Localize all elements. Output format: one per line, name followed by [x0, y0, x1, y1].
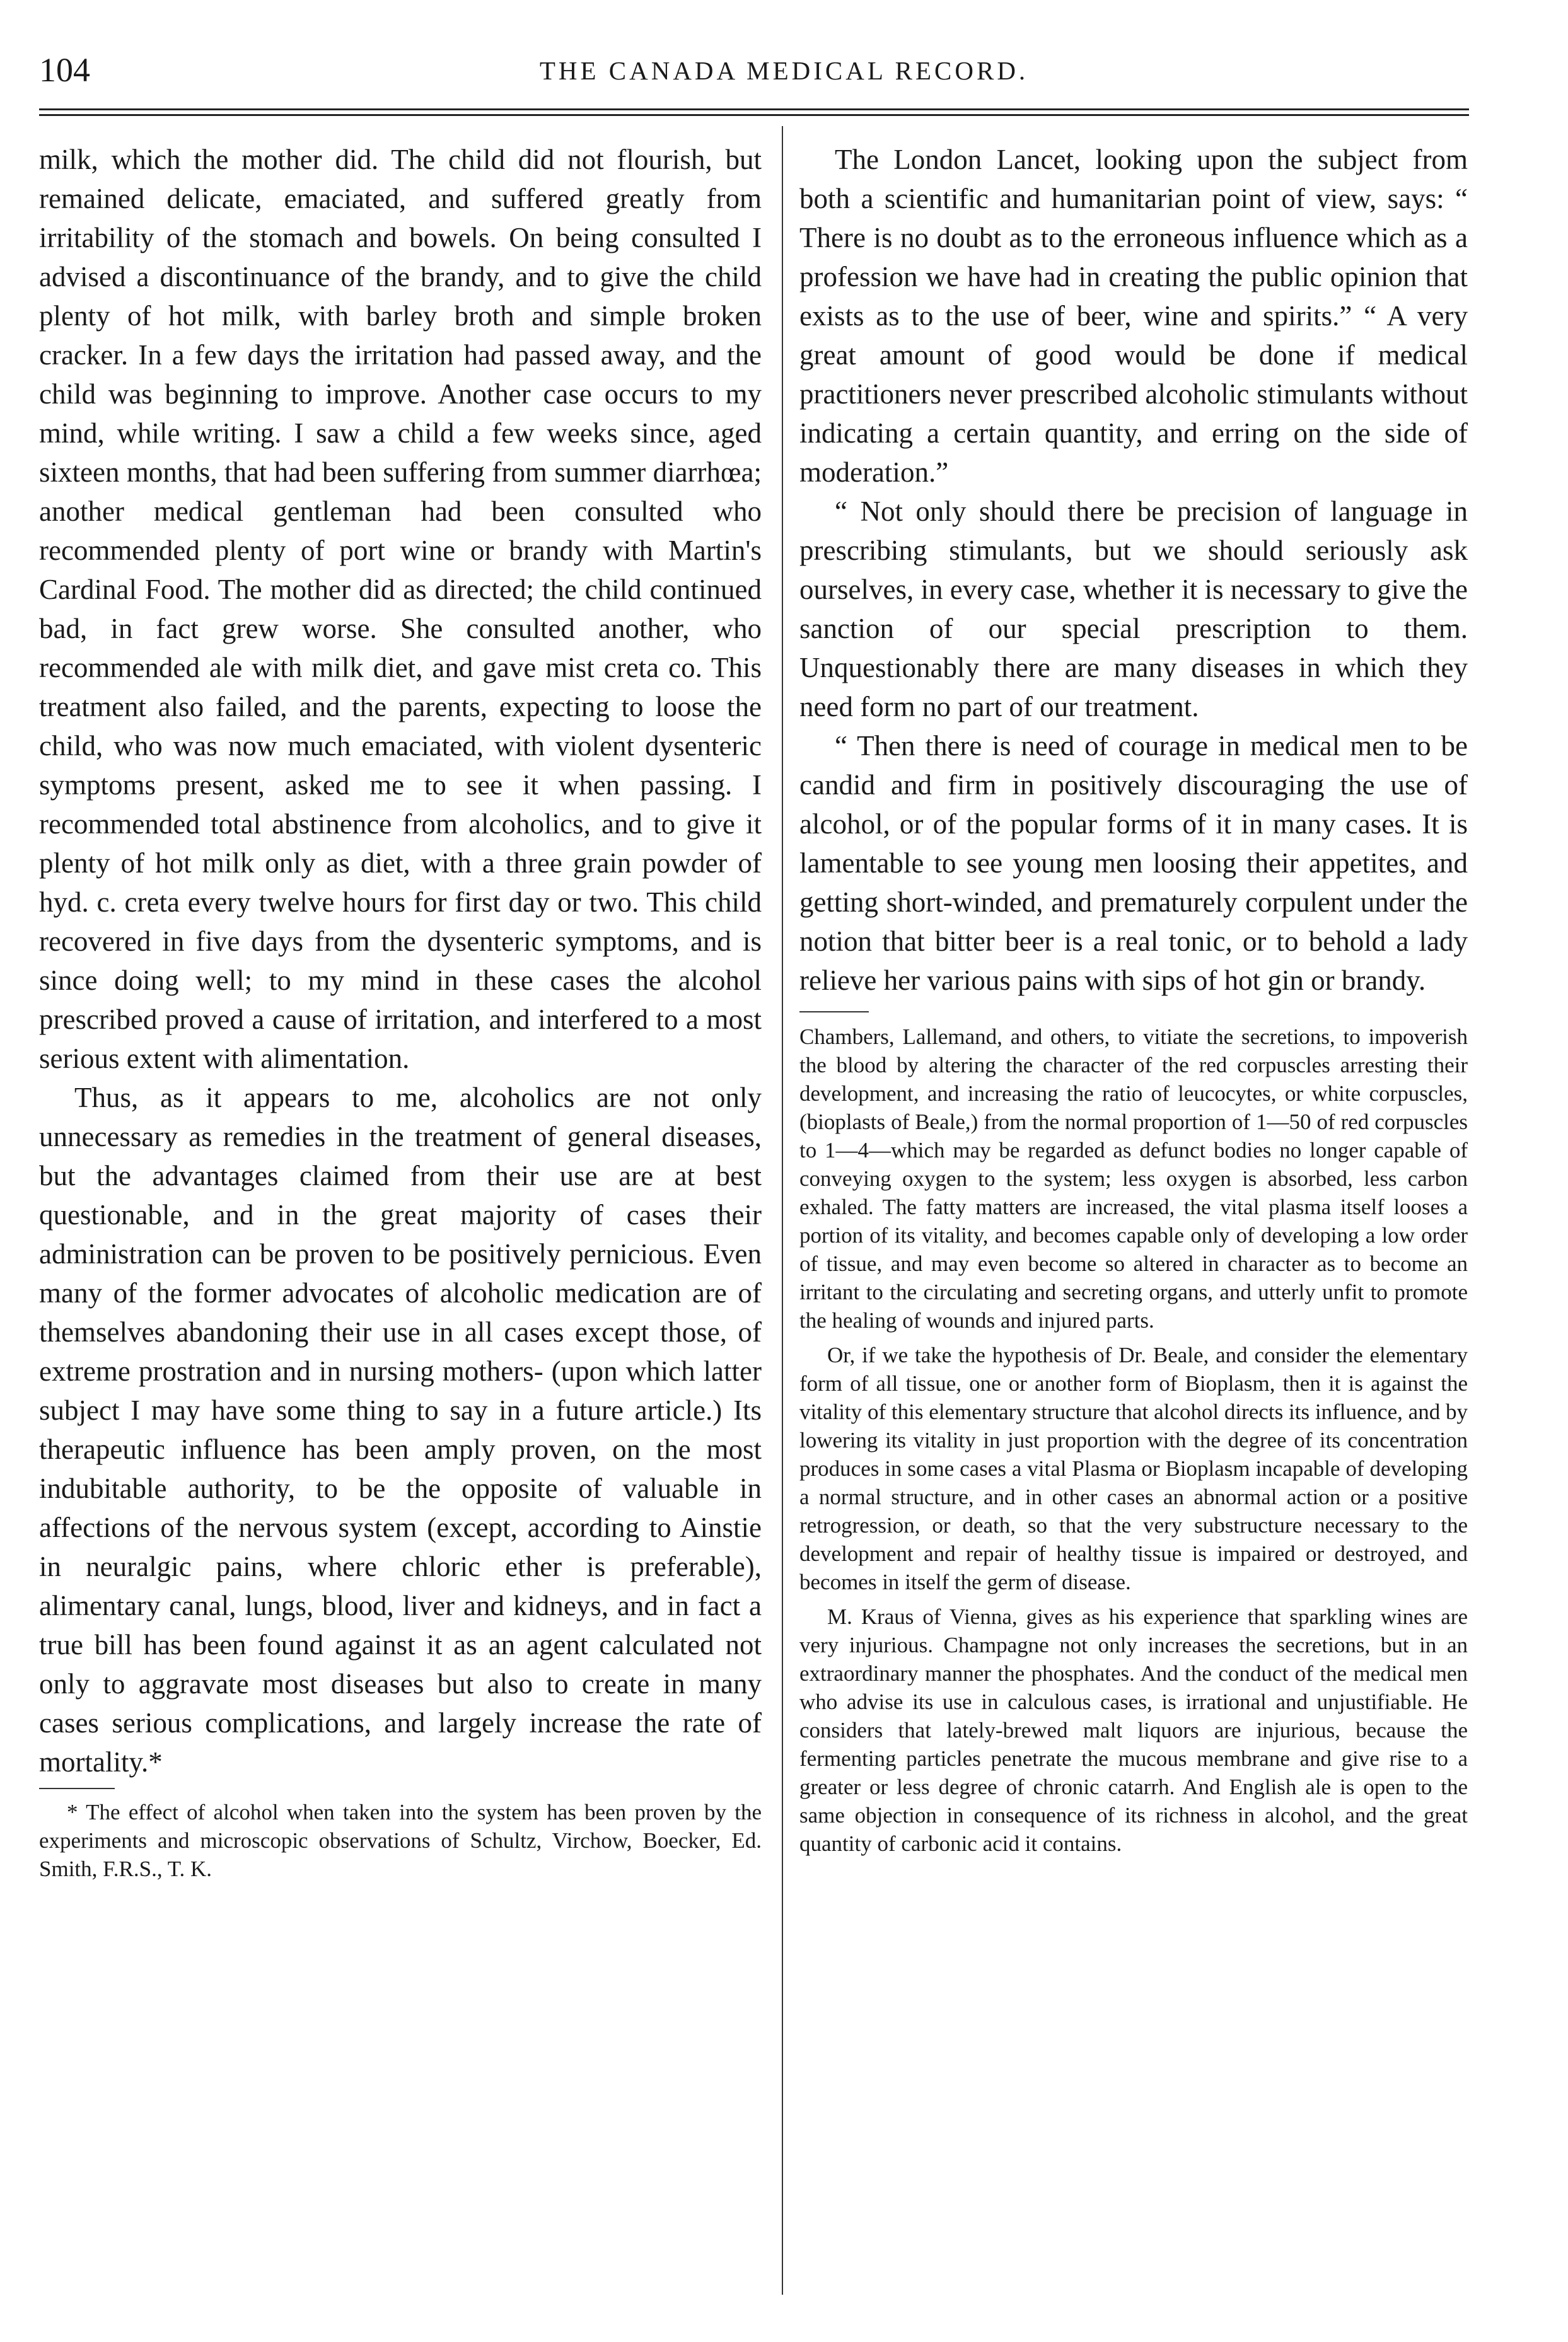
footnote-continuation-1 — [799, 1023, 1468, 1335]
left-paragraph-1 — [39, 140, 762, 1078]
text-run: Chambers, Lallemand, and others, to vitiate the secretions, to impoverish the blood by altering the character of the red corpuscles arresting their development, and increasing the ratio of leucocytes, or white corpuscles, (bioplasts of Beale,) from the normal proportion of 1—50 of red corpuscles to 1—4—which may be regarded as defunct bodies no longer capable of conveying oxygen to the system; less oxygen is absorbed, less carbon exhaled. The fatty matters are increased, the vital plasma itself looses a portion of its vitality, and becomes capable only of developing a low order of tissue, and may even become so altered in character as to become an irritant to the circulating and secreting organs, and utterly unfit to promote the healing of wounds and injured parts. — [799, 1024, 1468, 1333]
text-run: Thus, as it appears to me, alcoholics are not only unnecessary as remedies in the treatment of general diseases, but the advantages claimed from their use are at best questionable, and in the great majority of cases their administration can be proven to be positively pernicious. Even many of the former advocates of alcoholic medication are of themselves abandoning their use in all cases except those, of extreme prostration and in nursing mothers- (upon which latter subject I may have some thing to say in a future article.) Its therapeutic influence has been amply proven, on the most indubitable authority, to be the opposite of valuable in affections of the nervous system (except, according to Ainstie in neuralgic pains, where chloric ether is preferable), alimentary canal, lungs, blood, liver and kidneys, and in fact a true bill has been found against it as an agent calculated not only to aggravate most diseases but also to create in many cases serious complications, and largely increase the rate of mortality.* — [39, 1082, 762, 1778]
text-run: He considers that lately-brewed malt liquors are injurious, because the fermenting particles penetrate the mucous membrane and give rise to a greater or less degree of chronic catarrh. And English ale is open to the same objection in consequence of its richness in alcohol, and the great quantity of carbonic acid it contains. — [799, 1690, 1468, 1856]
text-run: and to give it plenty of hot milk only as diet, with a three grain powder of hyd. c. creta every twelve hours for first day or two. This child recovered in five days from the dysenteric symptoms, and is since doing well; to my mind in these cases the — [39, 808, 762, 996]
text-run: the use of alcohol, or of the popular forms of it in many cases. It is lamentable to see young men loosing their appetites, and getting short-winded, and prematurely corpulent under the notion that bitter beer is a real tonic, or to behold a lady relieve her various pains with sips of hot gin or brandy. — [799, 769, 1468, 996]
italic-text-run: total abstinence from alcoholics, — [211, 808, 591, 840]
italic-text-run: positively discouraging — [1050, 769, 1325, 801]
text-run: milk, which the mother did. The child did not flourish, but remained delicate, emaciated, and suffered greatly from irritability of the stomach and bowels. On being consulted I advised a discontinuance of the brandy, and to give the child plenty of hot milk, with barley broth and simple broken cracker. In a few days the irritation had passed away, and the child was beginning to improve. Another case occurs to my mind, while writing. I saw a child a few weeks since, aged sixteen months, that had been suffering from summer diarrhœa; another medical gentleman had been consulted who recommended — [39, 144, 762, 566]
text-run: in — [996, 769, 1050, 801]
right-paragraph-1 — [799, 140, 1468, 492]
italic-text-run: alcohol — [678, 965, 762, 996]
footnote-rule — [39, 1788, 115, 1789]
text-run: M. Kraus of Vienna, gives as his experience that sparkling wines are very injurious. Champagne not only increases the secretions, but in an extraordinary manner the phosphates. And the conduct of the medical men who advise its use in calculous cases, is — [799, 1604, 1468, 1714]
column-divider — [782, 126, 783, 2295]
page-number: 104 — [39, 51, 90, 89]
italic-text-run: Lancet, — [996, 144, 1081, 175]
italic-text-run: brandy — [509, 535, 588, 566]
text-run: The London — [835, 144, 997, 175]
italic-text-run: plenty of port wine — [214, 535, 456, 566]
text-run: Or, if we take the — [827, 1343, 992, 1367]
left-paragraph-2 — [39, 1078, 762, 1782]
italic-text-run: candid — [799, 769, 875, 801]
italic-text-run: firm — [947, 769, 997, 801]
italic-text-run: hypothesis — [992, 1343, 1087, 1367]
header-rule-bottom — [39, 114, 1469, 116]
text-run: * The effect of alcohol when taken into the system has been proven by the experiments and microscopic observations of Schultz, Virchow, Boecker, Ed. Smith, F.R.S., T. K. — [39, 1800, 762, 1881]
footnote-continuation-3 — [799, 1603, 1468, 1858]
right-paragraph-3 — [799, 726, 1468, 1000]
text-run: looking upon the subject from both a scientific and humanitarian point of view, says: “ There is no doubt as to the erroneous influence which as a profession we have had in creating the public opinion that exists as to the use of beer, wine and spirits.” “ A very great amount of good would be done if medical practitioners never prescribed alcoholic stimulants without indicating a certain quantity, and erring on the side of moderation.” — [799, 144, 1468, 488]
text-run: prescribed proved a cause of irritation, and interfered to a most serious extent with alimentation. — [39, 1004, 762, 1074]
footnote-continuation-2 — [799, 1341, 1468, 1596]
right-column — [799, 140, 1468, 1858]
footnote-continuation-rule — [799, 1011, 869, 1012]
footnote — [39, 1798, 762, 1883]
italic-text-run: irrational and unjustifiable. — [1185, 1690, 1433, 1714]
text-run: or — [455, 535, 509, 566]
text-run: and — [874, 769, 948, 801]
right-paragraph-2 — [799, 492, 1468, 726]
text-run: of Dr. Beale, and consider the elementary form of all tissue, one or another form of Bioplasm, then it is against the vitality of this elementary structure that alcohol directs its influence, and by lowering its vitality in just proportion with the degree of its concentration produces in some cases a vital Plasma or Bioplasm incapable of developing a normal structure, and in other cases an abnormal action or a positive retrogression, or death, so that the very substructure necessary to the development and repair of healthy tissue is impaired or destroyed, and becomes in itself the germ of disease. — [799, 1343, 1468, 1594]
left-column — [39, 140, 762, 1883]
text-run: “ Then there is need of courage in medical men to be — [835, 730, 1468, 762]
text-run: with Martin's Cardinal Food. The mother did as directed; the child continued bad, in fact grew worse. She consulted another, who recommended ale with milk diet, and gave mist creta co. This treatment also failed, and the parents, expecting to loose the child, who was now much emaciated, with violent dysenteric symptoms present, asked me to see it when passing. I recommended — [39, 535, 762, 840]
text-run: “ Not only should there be precision of language in prescribing stimulants, but we should seriously ask ourselves, in every case, whether it is necessary to give the sanction of our special prescription to them. Unquestionably there are many diseases in which they need form no part of our treatment. — [799, 496, 1468, 722]
header-rule-top — [39, 108, 1469, 110]
running-title: THE CANADA MEDICAL RECORD. — [539, 56, 1029, 85]
